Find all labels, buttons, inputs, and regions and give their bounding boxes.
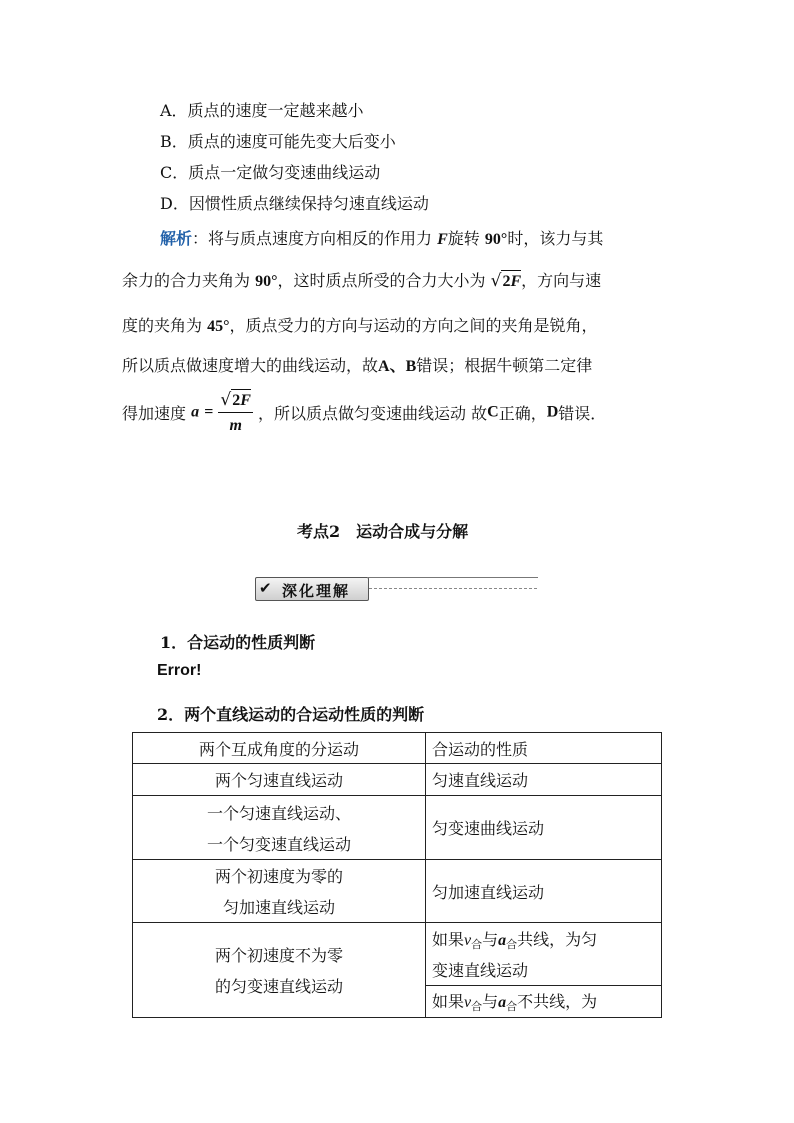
option-b: B．质点的速度可能先变大后变小: [160, 132, 396, 151]
table-cell: 匀速直线运动: [426, 764, 662, 796]
option-c: C．质点一定做匀变速曲线运动: [160, 163, 381, 182]
table-cell: 两个初速度为零的 匀加速直线运动: [133, 860, 426, 923]
sqrt2-force: √2F: [490, 271, 522, 291]
analysis-line-5: 得加速度 a = $\frac{√2F}{m}$ ，所以质点做匀变速曲线运动 故C正确，D错误．: [122, 390, 607, 434]
item-1-title: 1．合运动的性质判断: [160, 633, 316, 652]
table-cell: 如果$v_合$与$a_合$不共线，为: [426, 986, 662, 1018]
table-cell: 两个初速度不为零 的匀变速直线运动: [133, 923, 426, 1018]
table-row: [133, 796, 662, 860]
table-cell: 匀加速直线运动: [426, 860, 662, 923]
table-row: [133, 860, 662, 923]
deepen-understanding-badge: [255, 577, 538, 601]
table-header-cell: 两个互成角度的分运动: [133, 733, 426, 764]
force-symbol: F: [437, 231, 448, 248]
angle-45: 45°: [207, 318, 230, 335]
table-cell: 一个匀速直线运动、 一个匀变速直线运动: [133, 796, 426, 860]
option-a: A．质点的速度一定越来越小: [160, 101, 364, 120]
analysis-line-4: 所以质点做速度增大的曲线运动，故A、B错误；根据牛顿第二定律: [122, 356, 593, 375]
table-cell: 两个匀速直线运动: [133, 764, 426, 796]
badge-rule: [367, 577, 538, 578]
analysis-line-1: 解析：将与质点速度方向相反的作用力 F旋转 90°时，该力与其: [160, 229, 604, 248]
motion-properties-table: [132, 732, 662, 1018]
analysis-line-3: 度的夹角为 45°，质点受力的方向与运动的方向之间的夹角是锐角，: [122, 316, 598, 335]
table-cell: 匀变速曲线运动: [426, 796, 662, 860]
item-2-title: 2．两个直线运动的合运动性质的判断: [157, 705, 425, 724]
analysis-label: 解析: [160, 229, 193, 248]
table-header-cell: 合运动的性质: [426, 733, 662, 764]
table-header-row: [133, 733, 662, 764]
badge-label: 深化理解: [282, 582, 351, 600]
option-d: D．因惯性质点继续保持匀速直线运动: [160, 194, 429, 213]
error-text: Error!: [157, 662, 202, 679]
badge-dashed-line: [369, 588, 537, 589]
table-cell: 如果$v_合$与$a_合$共线，为匀 变速直线运动: [426, 923, 662, 986]
check-icon: ✔: [259, 579, 272, 597]
section-title: 考点2 运动合成与分解: [297, 522, 469, 541]
badge-box: [255, 577, 369, 601]
angle-90: 90°: [484, 231, 508, 248]
table-row: [133, 923, 662, 986]
acceleration-fraction: $\frac{√2F}{m}$: [220, 390, 251, 434]
table-row: [133, 764, 662, 796]
analysis-line-2: 余力的合力夹角为 90°，这时质点所受的合力大小为 √2F，方向与速: [122, 271, 602, 291]
